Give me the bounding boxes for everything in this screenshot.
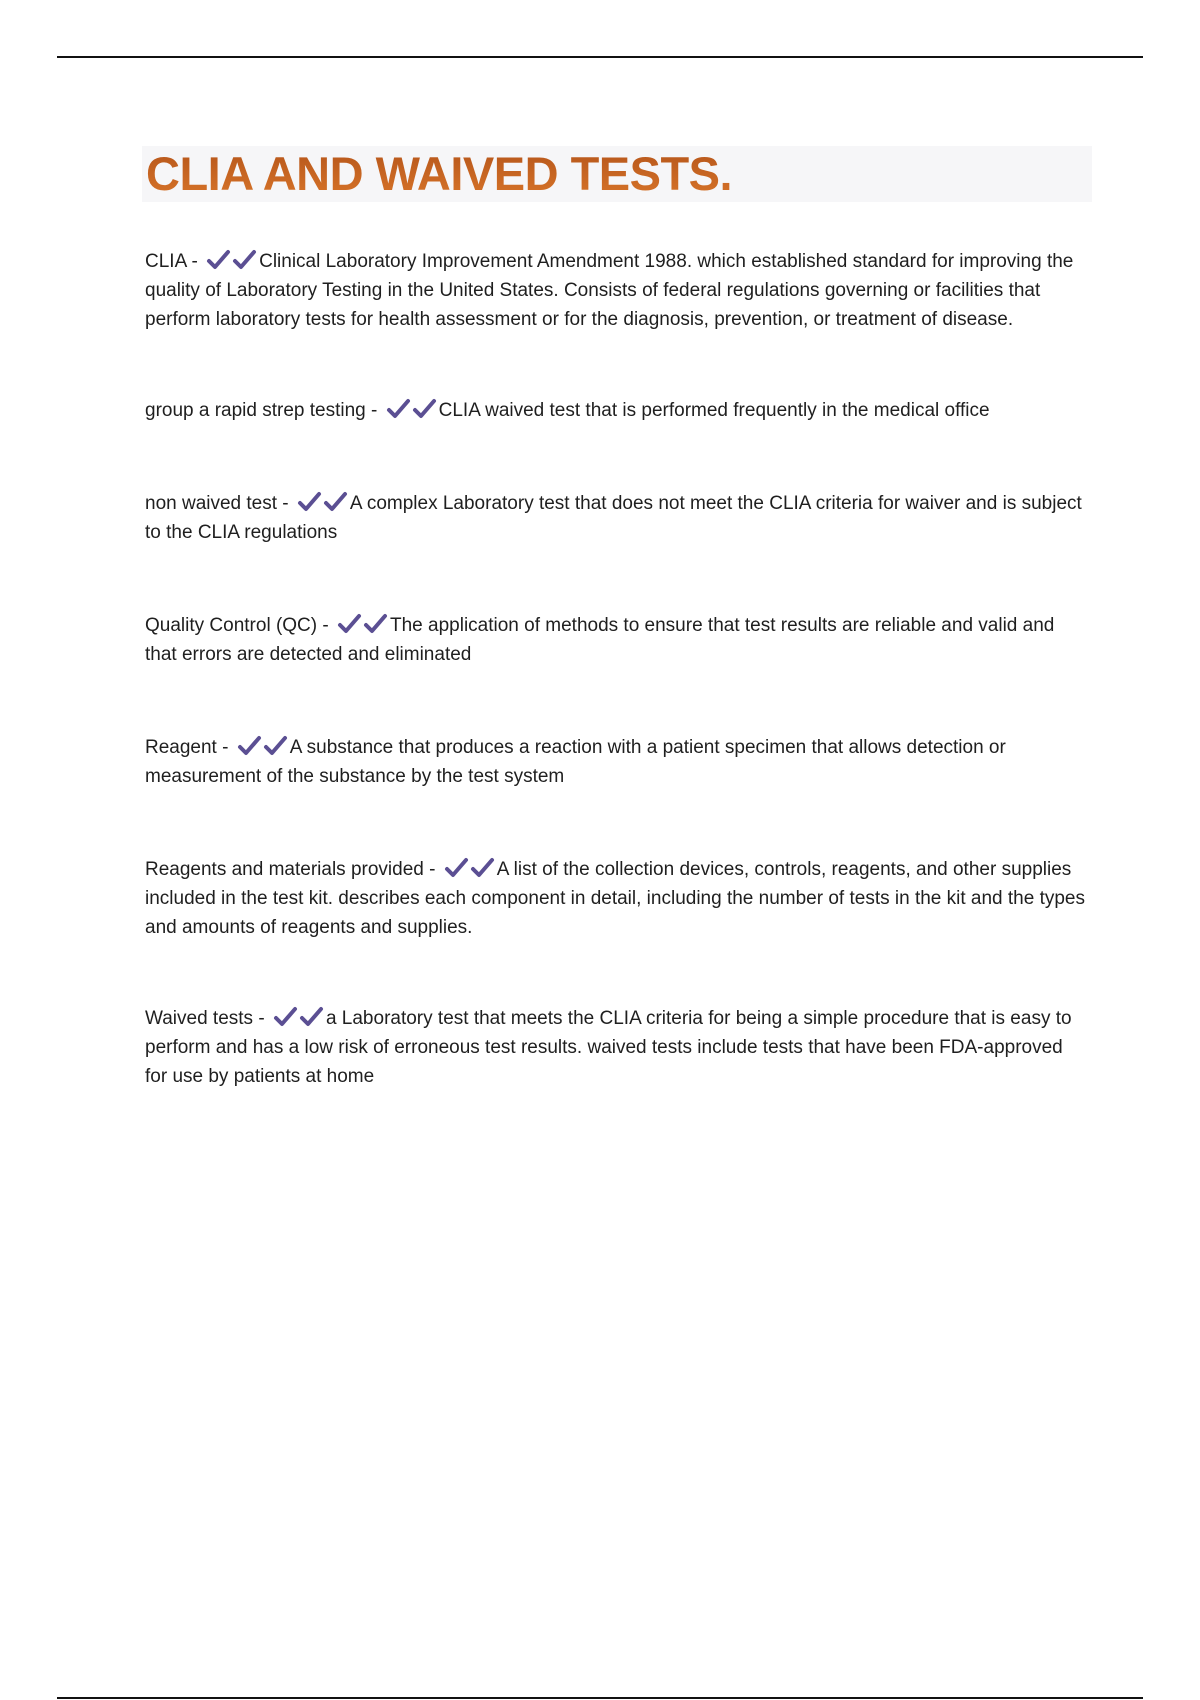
term-separator: - — [423, 859, 441, 880]
checkmark-icon — [386, 398, 412, 420]
term-name: Reagents and materials provided — [145, 859, 424, 880]
term-separator: - — [216, 737, 234, 758]
checkmark-icon — [206, 249, 232, 271]
checkmark-icon — [263, 735, 289, 757]
checkmark-icon — [299, 1006, 325, 1028]
double-check-icon — [297, 489, 349, 518]
term-entry — [145, 733, 1090, 791]
term-name: Waived tests — [145, 1008, 254, 1029]
term-definition: CLIA waived test that is performed frequently in the medical office — [438, 400, 990, 421]
checkmark-icon — [444, 857, 470, 879]
term-definition: A list of the collection devices, controls, reagents, and other supplies included in the test kit. describes each component in detail, including the number of tests in the kit and the types and amounts of reagents and supplies. — [145, 859, 1085, 938]
term-definition: a Laboratory test that meets the CLIA criteria for being a simple procedure that is easy to perform and has a low risk of erroneous test results. waived tests include tests that have been FDA-approved for use by patients at home — [145, 1008, 1072, 1087]
term-entry — [145, 1004, 1090, 1091]
term-entry — [145, 855, 1090, 942]
double-check-icon — [337, 611, 389, 640]
double-check-icon — [237, 733, 289, 762]
term-definition: A complex Laboratory test that does not meet the CLIA criteria for waiver and is subject to the CLIA regulations — [145, 493, 1082, 543]
double-check-icon — [386, 396, 438, 425]
term-name: non waived test — [145, 493, 278, 514]
top-rule — [57, 56, 1143, 58]
term-entry — [145, 247, 1090, 334]
checkmark-icon — [337, 613, 363, 635]
checkmark-icon — [232, 249, 258, 271]
term-separator: - — [186, 251, 204, 272]
checkmark-icon — [273, 1006, 299, 1028]
term-definition: Clinical Laboratory Improvement Amendment 1988. which established standard for improving the quality of Laboratory Testing in the United States. Consists of federal regulations governing or facilities that perform laboratory tests for health assessment or for the diagnosis, prevention, or treatment of disease. — [145, 251, 1074, 330]
checkmark-icon — [323, 491, 349, 513]
term-name: Reagent — [145, 737, 217, 758]
term-definition: A substance that produces a reaction with a patient specimen that allows detection or measurement of the substance by the test system — [145, 737, 1006, 787]
term-name: Quality Control (QC) — [145, 615, 318, 636]
term-separator: - — [317, 615, 334, 636]
term-list — [145, 247, 1090, 1091]
checkmark-icon — [237, 735, 263, 757]
page-title: CLIA AND WAIVED TESTS. — [146, 147, 733, 200]
term-name: CLIA — [145, 251, 187, 272]
term-definition: The application of methods to ensure that test results are reliable and valid and that errors are detected and eliminated — [145, 615, 1055, 665]
double-check-icon — [444, 855, 496, 884]
term-entry — [145, 489, 1090, 547]
term-separator: - — [253, 1008, 270, 1029]
double-check-icon — [273, 1004, 325, 1033]
bottom-rule — [57, 1697, 1143, 1699]
checkmark-icon — [363, 613, 389, 635]
double-check-icon — [206, 247, 258, 276]
term-separator: - — [365, 400, 383, 421]
term-name: group a rapid strep testing — [145, 400, 366, 421]
checkmark-icon — [412, 398, 438, 420]
checkmark-icon — [470, 857, 496, 879]
term-separator: - — [277, 493, 294, 514]
term-entry — [145, 611, 1090, 669]
term-entry — [145, 396, 1090, 425]
checkmark-icon — [297, 491, 323, 513]
